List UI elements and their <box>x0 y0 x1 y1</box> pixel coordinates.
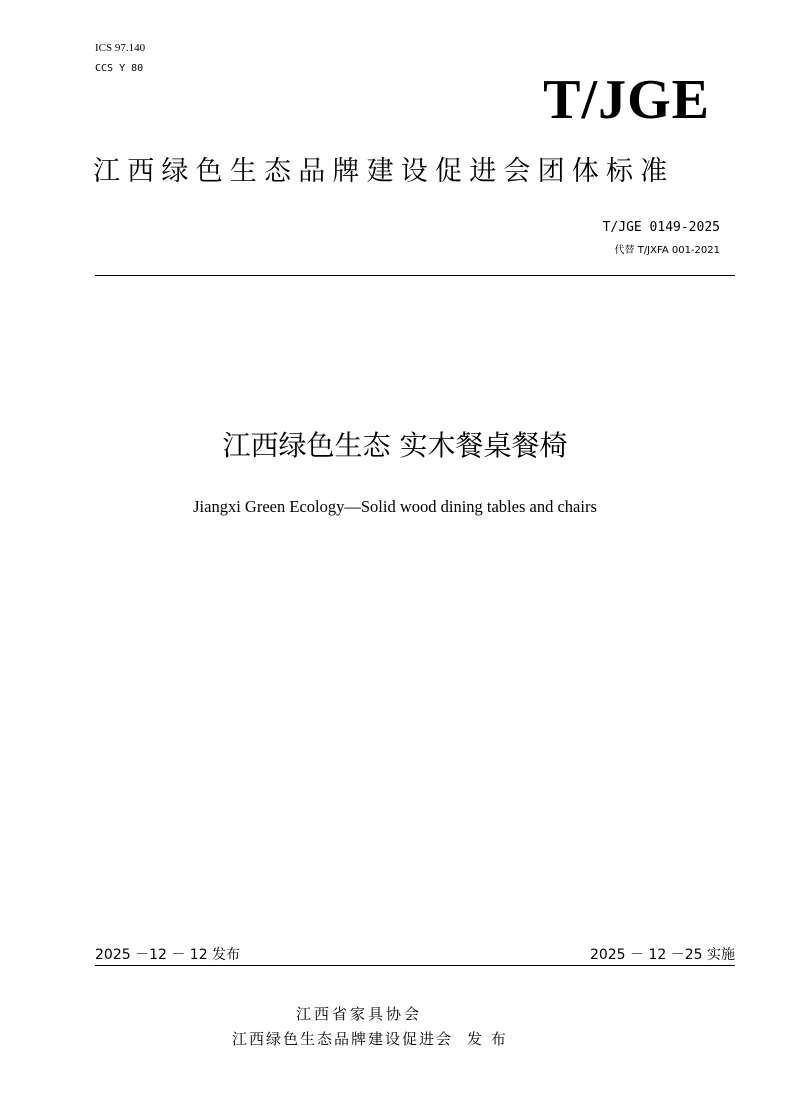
replaces-standard: 代替 T/JXFA 001-2021 <box>614 245 720 256</box>
publisher-line <box>232 1029 508 1049</box>
standard-logo: T/JGE <box>543 69 710 131</box>
implementation-date: 2025 － 12 －25 实施 <box>589 947 735 963</box>
standard-number: T/JGE 0149-2025 <box>602 220 720 235</box>
ccs-code: CCS Y 80 <box>95 63 144 74</box>
publisher-organization: 江西绿色生态品牌建设促进会 <box>232 1030 454 1048</box>
header-divider <box>95 275 735 276</box>
issue-date: 2025 －12 － 12 发布 <box>95 947 241 963</box>
document-title-chinese: 江西绿色生态 实木餐桌餐椅 <box>222 429 568 462</box>
footer-divider <box>95 965 735 966</box>
ics-code: ICS 97.140 <box>95 42 146 54</box>
publish-action: 发 布 <box>467 1030 508 1048</box>
organization-title: 江西绿色生态品牌建设促进会团体标准 <box>93 156 675 187</box>
publisher-association: 江西省家具协会 <box>296 1005 423 1023</box>
document-title-english: Jiangxi Green Ecology—Solid wood dining tables and chairs <box>193 497 597 516</box>
